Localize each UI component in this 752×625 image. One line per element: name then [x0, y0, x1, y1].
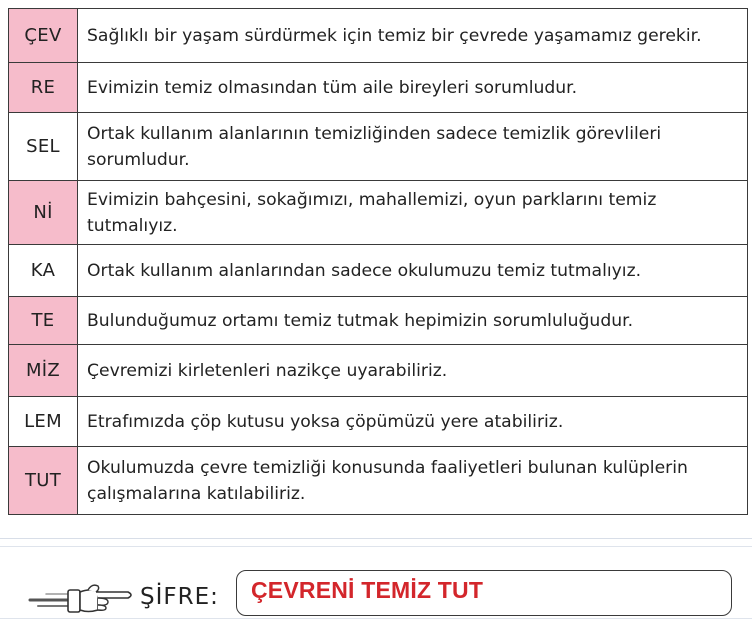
divider — [0, 618, 752, 619]
statement-cell: Sağlıklı bir yaşam sürdürmek için temiz bir çevrede yaşamamız gerekir. — [78, 9, 748, 63]
statement-cell: Okulumuzda çevre temizliği konusunda faaliyetleri bulunan kulüplerin çalışmalarına katılabiliriz. — [78, 447, 748, 515]
pointing-hand-icon — [28, 578, 140, 618]
statement-cell: Bulunduğumuz ortamı temiz tutmak hepimizin sorumluluğudur. — [78, 297, 748, 345]
syllable-cell: TUT — [9, 447, 78, 515]
table-row — [9, 181, 748, 245]
syllable-cell: Nİ — [9, 181, 78, 245]
statements-table — [8, 8, 748, 515]
statement-cell: Çevremizi kirletenleri nazikçe uyarabiliriz. — [78, 345, 748, 397]
divider — [0, 538, 752, 539]
statement-cell: Evimizin temiz olmasından tüm aile bireyleri sorumludur. — [78, 63, 748, 113]
syllable-cell: RE — [9, 63, 78, 113]
table-row — [9, 397, 748, 447]
table-row — [9, 245, 748, 297]
cipher-answer: ÇEVRENİ TEMİZ TUT — [251, 577, 484, 603]
statement-cell: Ortak kullanım alanlarından sadece okulumuzu temiz tutmalıyız. — [78, 245, 748, 297]
table-row — [9, 345, 748, 397]
cipher-answer-box[interactable] — [236, 570, 732, 616]
table-row — [9, 297, 748, 345]
table-row — [9, 113, 748, 181]
syllable-cell: ÇEV — [9, 9, 78, 63]
syllable-cell: LEM — [9, 397, 78, 447]
statement-cell: Evimizin bahçesini, sokağımızı, mahallemizi, oyun parklarını temiz tutmalıyız. — [78, 181, 748, 245]
syllable-cell: KA — [9, 245, 78, 297]
syllable-cell: SEL — [9, 113, 78, 181]
syllable-cell: TE — [9, 297, 78, 345]
statement-cell: Etrafımızda çöp kutusu yoksa çöpümüzü yere atabiliriz. — [78, 397, 748, 447]
table-row — [9, 63, 748, 113]
cipher-label: ŞİFRE: — [140, 584, 219, 610]
divider — [0, 546, 752, 547]
syllable-cell: MİZ — [9, 345, 78, 397]
table-row — [9, 9, 748, 63]
statement-cell: Ortak kullanım alanlarının temizliğinden sadece temizlik görevlileri sorumludur. — [78, 113, 748, 181]
table-row — [9, 447, 748, 515]
